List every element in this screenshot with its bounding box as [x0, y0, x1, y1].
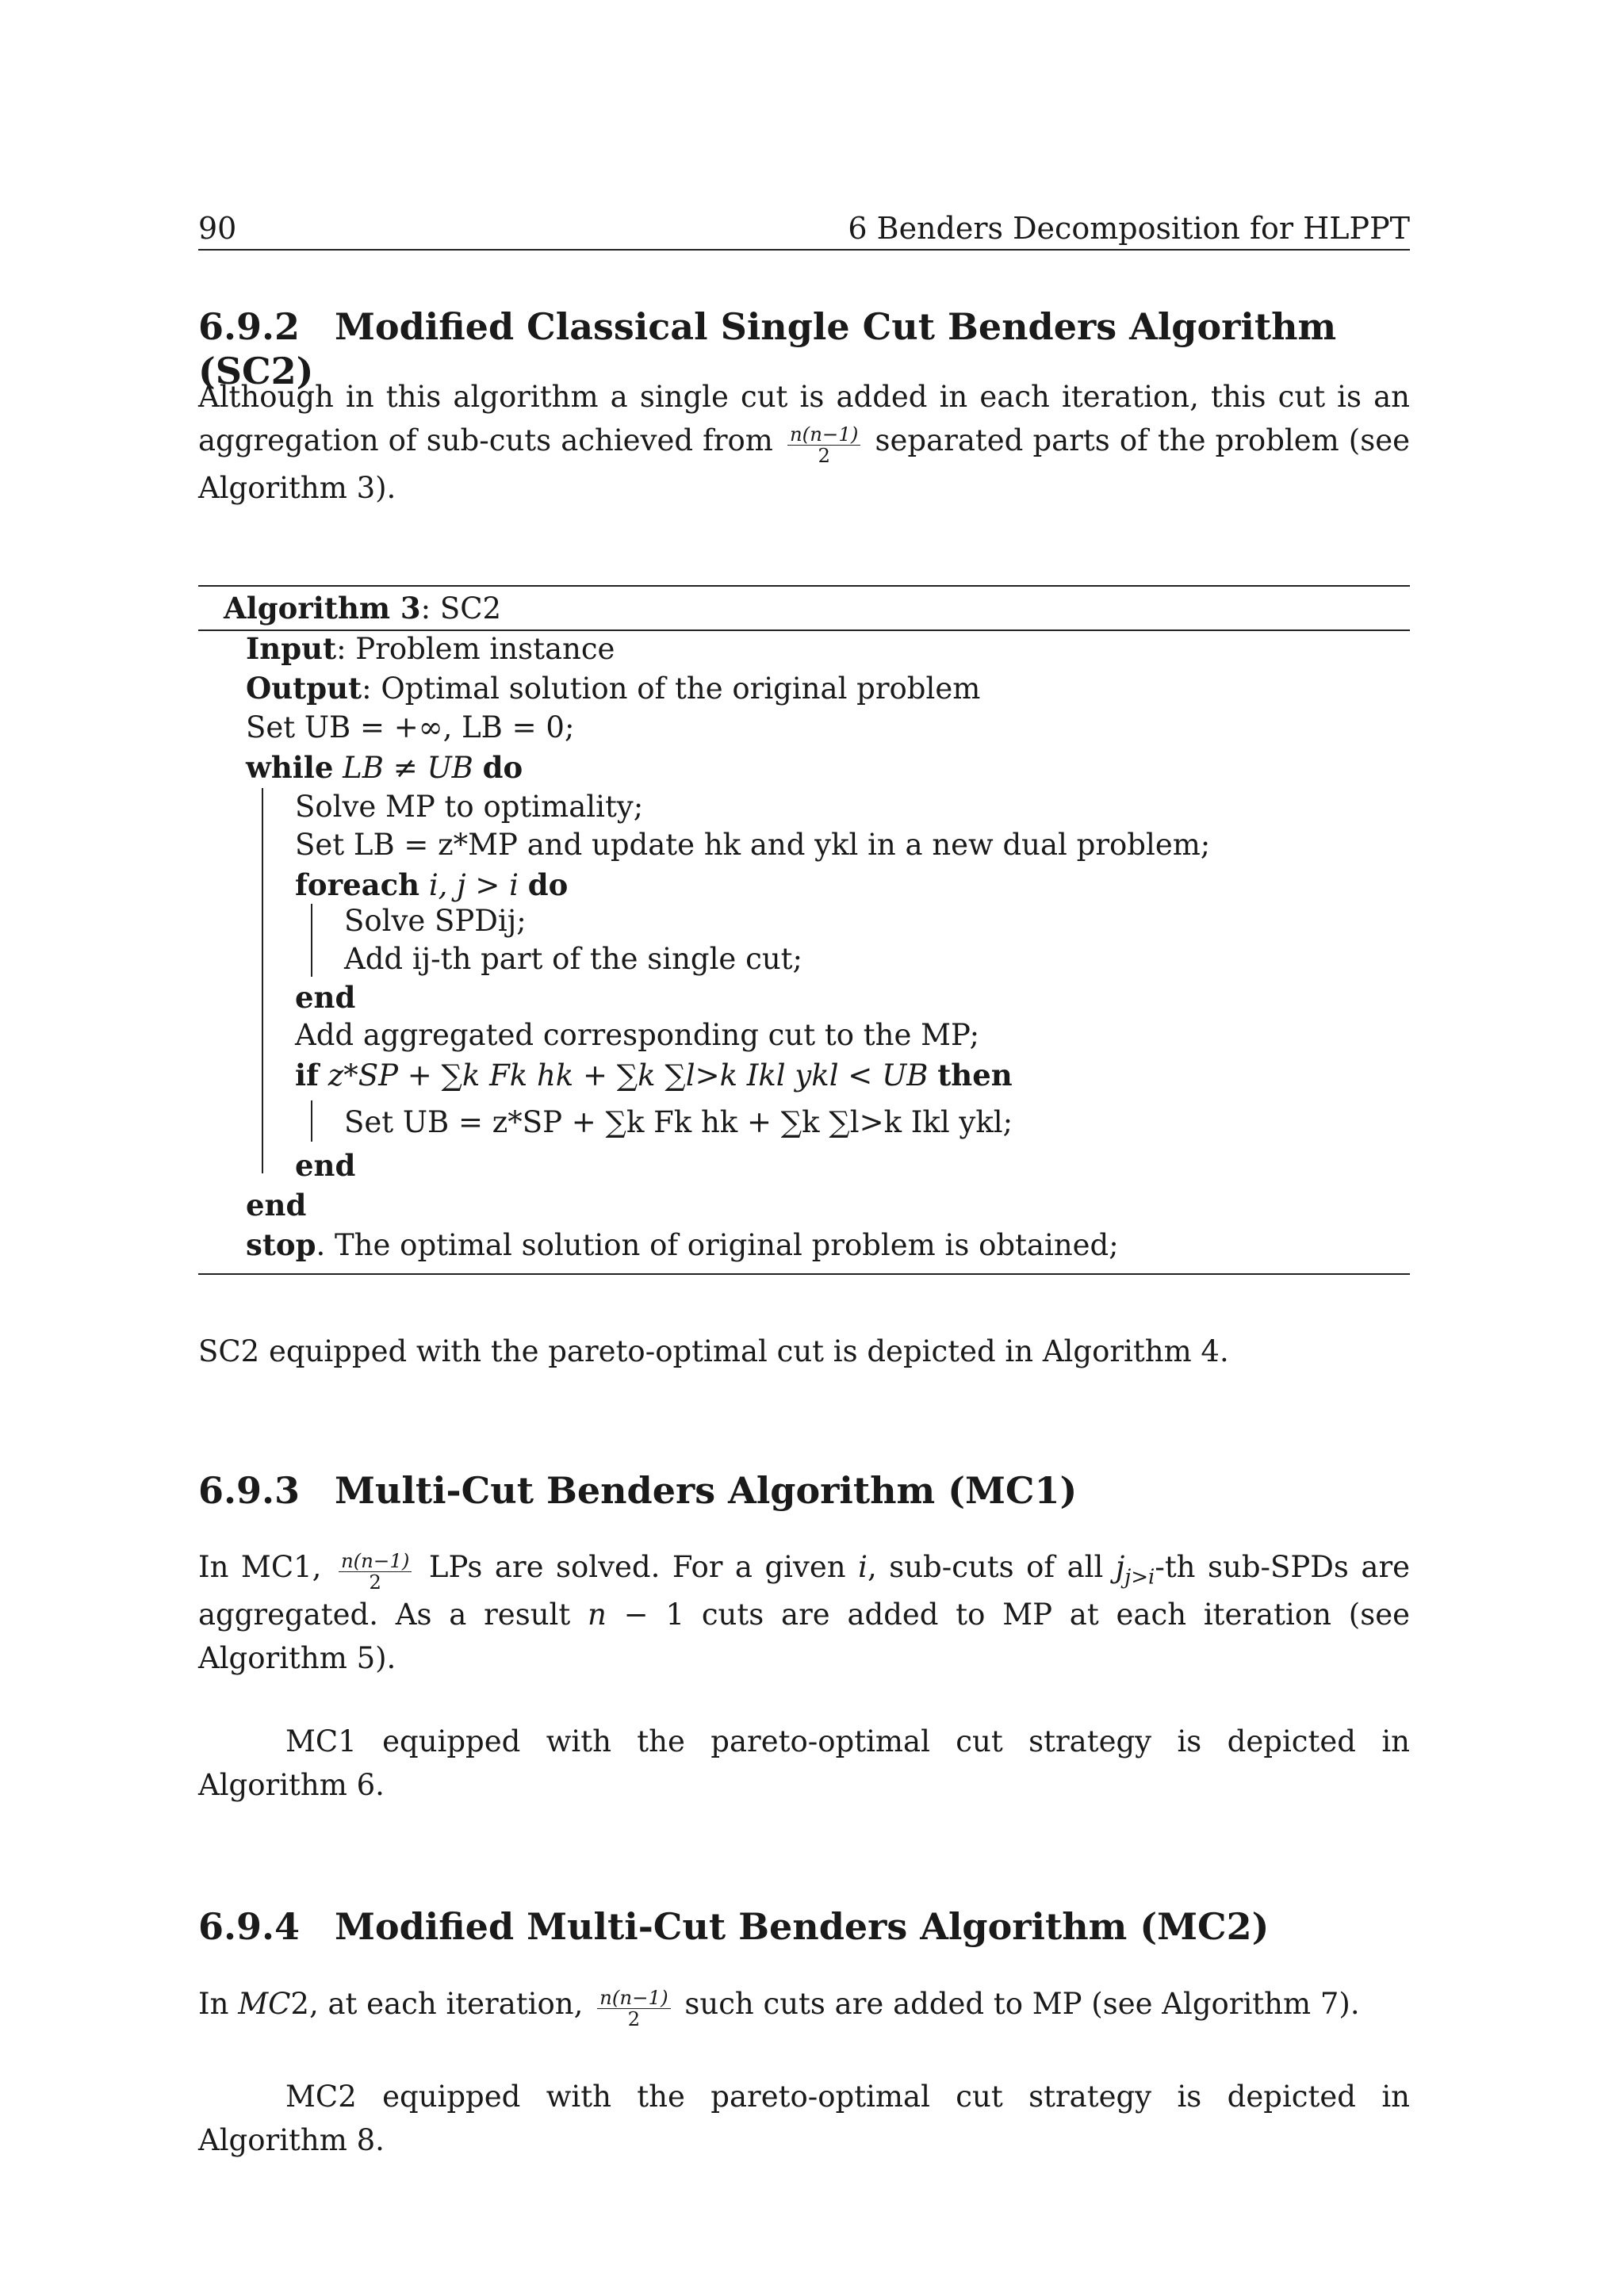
math-n-minus-1: n − 1	[588, 1597, 685, 1632]
algorithm-box	[198, 585, 1410, 1275]
keyword: do	[527, 867, 569, 902]
while-block-bar	[262, 788, 263, 1173]
section-title: Multi-Cut Benders Algorithm (MC1)	[335, 1469, 1078, 1512]
algo-line-set-lb: Set LB = z*MP and update hk and ykl in a new dual problem;	[295, 828, 1211, 862]
keyword: Input	[246, 631, 337, 666]
keyword: Output	[246, 671, 362, 706]
if-block-bar	[311, 1100, 312, 1142]
paragraph-mc2-intro	[198, 1982, 1410, 2030]
text-run: -th sub-SPDs are aggregated. As a result	[198, 1550, 1411, 1632]
algo-line-stop	[246, 1226, 1119, 1265]
keyword: while	[246, 750, 334, 785]
section-number: 6.9.4	[198, 1905, 301, 1948]
fraction-numerator: n(n−1)	[787, 424, 860, 446]
algo-line-end-while: end	[246, 1188, 307, 1223]
text-run: , at each iteration,	[308, 1987, 584, 2021]
condition: z*SP + ∑k Fk hk + ∑k ∑l>k Ikl ykl < UB	[327, 1058, 929, 1093]
algo-line-solve-spd: Solve SPDij;	[344, 904, 527, 938]
math-mc2: MC2	[238, 1987, 309, 2021]
condition: LB ≠ UB	[343, 751, 473, 785]
line-text: : Optimal solution of the original problem	[362, 672, 981, 706]
paragraph-sc2-intro	[198, 375, 1410, 510]
fraction-denominator: 2	[369, 1571, 381, 1594]
text-run: In	[198, 1987, 229, 2021]
algo-line-foreach	[295, 866, 568, 905]
page	[198, 0, 1410, 2296]
text-run: Although in this algorithm a single cut is added in each iteration, this cut is an aggregation of sub-cuts achieved from	[198, 380, 1410, 457]
text-run: cuts are added to MP at each iteration (see Algorithm 5).	[198, 1597, 1410, 1675]
text-run: LPs are solved. For a given	[428, 1550, 846, 1584]
keyword: do	[482, 750, 523, 785]
algo-line-end-if: end	[295, 1148, 356, 1183]
math-i: i	[858, 1550, 868, 1584]
paragraph-sc2-pareto: SC2 equipped with the pareto-optimal cut is depicted in Algorithm 4.	[198, 1334, 1229, 1368]
algo-line-input	[246, 629, 615, 668]
paragraph-mc2-pareto: MC2 equipped with the pareto-optimal cut strategy is depicted in Algorithm 8.	[198, 2080, 1410, 2157]
algo-line-add-part: Add ij-th part of the single cut;	[344, 942, 802, 976]
page-number: 90	[198, 211, 237, 246]
section-title: Modified Multi-Cut Benders Algorithm (MC2)	[335, 1905, 1270, 1948]
text-run: such cuts are added to MP (see Algorithm 7).	[684, 1987, 1360, 2021]
paragraph-mc1-pareto: MC1 equipped with the pareto-optimal cut strategy is depicted in Algorithm 6.	[198, 1724, 1410, 1802]
fraction	[339, 1551, 412, 1592]
algorithm-name: : SC2	[420, 591, 502, 626]
fraction-denominator: 2	[627, 2007, 641, 2031]
section-number: 6.9.2	[198, 305, 301, 348]
fraction-numerator: n(n−1)	[597, 1988, 670, 2009]
algorithm-caption	[224, 587, 501, 629]
line-text: . The optimal solution of original problem is obtained;	[316, 1228, 1119, 1262]
fraction-numerator: n(n−1)	[339, 1551, 412, 1572]
text-run: , sub-cuts of all	[867, 1550, 1104, 1584]
math-j-sub: $j_{j>i}$	[1115, 1550, 1155, 1590]
section-heading-6-9-3	[198, 1468, 1410, 1513]
fraction-denominator: 2	[818, 444, 830, 468]
section-title: Modified Classical Single Cut Benders Algorithm (SC2)	[198, 305, 1337, 392]
algo-line-end-foreach: end	[295, 980, 356, 1015]
foreach-block-bar	[311, 904, 312, 977]
algo-line-while	[246, 748, 523, 787]
chapter-title: 6 Benders Decomposition for HLPPT	[848, 211, 1410, 246]
algo-line-solve-mp: Solve MP to optimality;	[295, 790, 644, 824]
algo-line-output	[246, 669, 980, 708]
section-heading-6-9-4	[198, 1904, 1410, 1949]
line-text: : Problem instance	[336, 632, 615, 666]
keyword: then	[937, 1058, 1013, 1093]
algorithm-label: Algorithm 3	[224, 591, 421, 626]
fraction	[787, 423, 860, 468]
paragraph-mc1-intro	[198, 1545, 1410, 1680]
text-run: In MC1,	[198, 1550, 322, 1584]
keyword: stop	[246, 1227, 316, 1262]
algo-line-set: Set UB = +∞, LB = 0;	[246, 710, 575, 744]
keyword: foreach	[295, 867, 420, 902]
condition: i, j > i	[428, 868, 519, 902]
algo-line-if	[295, 1056, 1013, 1095]
section-number: 6.9.3	[198, 1469, 301, 1512]
algo-line-set-ub: Set UB = z*SP + ∑k Fk hk + ∑k ∑l>k Ikl ykl;	[344, 1105, 1013, 1139]
text-run: separated parts of the problem (see Algorithm 3).	[198, 423, 1411, 505]
keyword: if	[295, 1058, 319, 1093]
running-header	[198, 208, 1410, 251]
algo-line-add-agg: Add aggregated corresponding cut to the MP;	[295, 1018, 980, 1052]
fraction	[597, 1988, 670, 2029]
